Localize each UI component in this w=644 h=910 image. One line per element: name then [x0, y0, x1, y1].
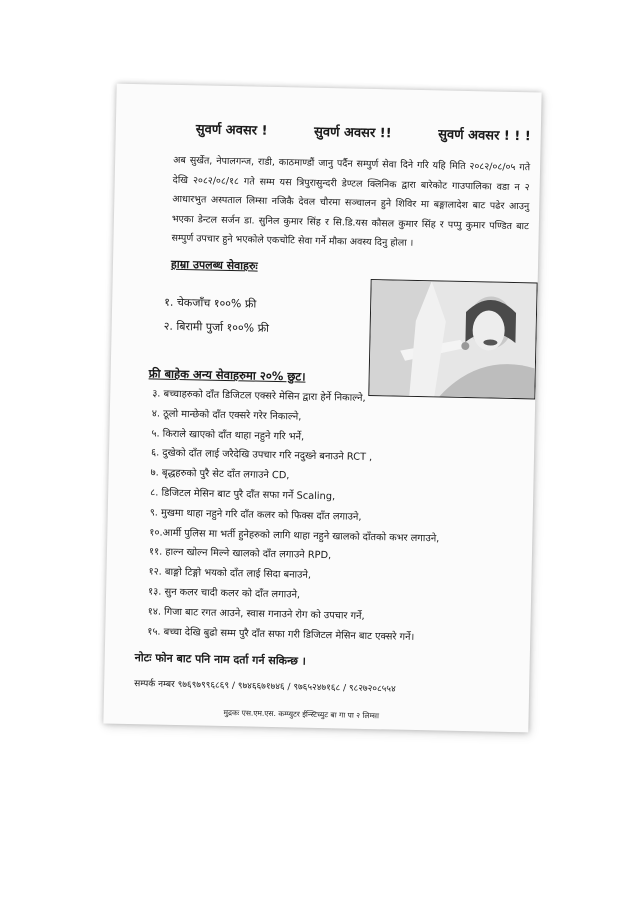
service-item: १३. सुन कलर चादी कलर को दाँत लगाउने, [147, 586, 301, 601]
service-item: ५. किराले खाएको दाँत थाहा नहुने गरि भर्ने, [151, 428, 305, 443]
service-item: १२. बाङ्गो टिङ्गो भयको दाँत लाई सिदा बनाउने, [148, 566, 312, 581]
contact-numbers: सम्पर्क नम्बर ९७६९७९९६८६९ / ९७४६६७१७४६ / ९७६५२४७१६८ / ९८२७२०८५५४ [134, 679, 396, 695]
note-line: नोटः फोन बाट पनि नाम दर्ता गर्न सकिन्छ । [134, 651, 307, 668]
free-service-item: २. बिरामी पुर्जा १००% फ्री [163, 319, 270, 335]
intro-paragraph: अब सुर्खेत, नेपालगन्ज, राडी, काठमाण्डौं जानु पर्दैन सम्पुर्ण सेवा दिने गरि यहि मिति २०८२/०८/०५ गते देखि २०८२/०८/१८ गते सम्म यस त्रिपुरासुन्दरी डेण्टल क्लिनिक द्वारा बारेकोट गाउपालिका वडा न २ आधारभुत अस्पताल लिम्सा नजिकै देवल चौरमा सञ्चालन हुने शिविर मा बङ्गालादेश बाट पढेर आउनु भएका डेन्टल सर्जन डा. सुनिल कुमार सिंह र सि.डि.यस कौसल कुमार सिंह र पप्पु कुमार पण्डित बाट सम्पुर्ण उपचार हुने भएकोले एकचोटि सेवा गर्ने मौका अवस्य दिनु होला । [171, 154, 531, 249]
service-item: ६. दुखेको दाँत लाई जरैदेखि उपचार गरि नदुख्ने बनाउने RCT , [150, 447, 373, 464]
service-item: ८. डिजिटल मेसिन बाट पुरै दाँत सफा गर्ने Scaling, [150, 487, 336, 503]
header-1: सुवर्ण अवसर ! [195, 122, 268, 139]
header-2: सुवर्ण अवसर !! [313, 124, 392, 142]
service-item: ३. बच्चाहरुको दाँत डिजिटल एक्सरे मेसिन द्वारा हेर्ने निकाल्ने, [152, 388, 366, 404]
services-list [147, 384, 531, 649]
printer-credit: मुद्रकः एस.एम.एस. कम्प्युटर ईन्स्टिच्युट बा गा पा २ लिम्सा [223, 707, 380, 721]
flyer-headers [196, 119, 531, 144]
service-item: १४. गिजा बाट रगत आउने, स्वास गनाउने रोग को उपचार गर्ने, [147, 606, 365, 622]
discount-title: फ्री बाहेक अन्य सेवाहरुमा २०% छुट। [148, 366, 306, 384]
free-services-list [163, 291, 269, 341]
service-item: ११. हाल्न खोल्न मिल्ने खालको दाँत लगाउने RPD, [148, 546, 332, 562]
header-3: सुवर्ण अवसर ! ! ! [438, 127, 531, 145]
dental-photo [368, 279, 537, 399]
service-item: ४. ठूलो मान्छेको दाँत एक्सरे गरेर निकाल्ने, [151, 408, 302, 423]
service-item: १०.आर्मी पुलिस मा भर्ती हुनेहरुको लागि थाहा नहुने खालको दाँतको कभर लगाउने, [149, 526, 440, 545]
flyer-paper [103, 84, 541, 733]
service-item: ९. मुखमा थाहा नहुने गरि दाँत कलर को फिक्स दाँत लगाउने, [149, 507, 362, 523]
service-item: १५. बच्चा देखि बुढो सम्म पुरै दाँत सफा गरी डिजिटल मेसिन बाट एक्सरे गर्ने। [147, 625, 415, 643]
free-service-item: १. चेकजाँच १००% फ्री [164, 295, 257, 311]
service-item: ७. बृद्धहरुको पुरै सेट दाँत लगाउने CD, [150, 467, 290, 482]
dentist-patient-image [369, 280, 536, 398]
available-services-title: हाम्रा उपलब्ध सेवाहरुः [170, 257, 258, 273]
